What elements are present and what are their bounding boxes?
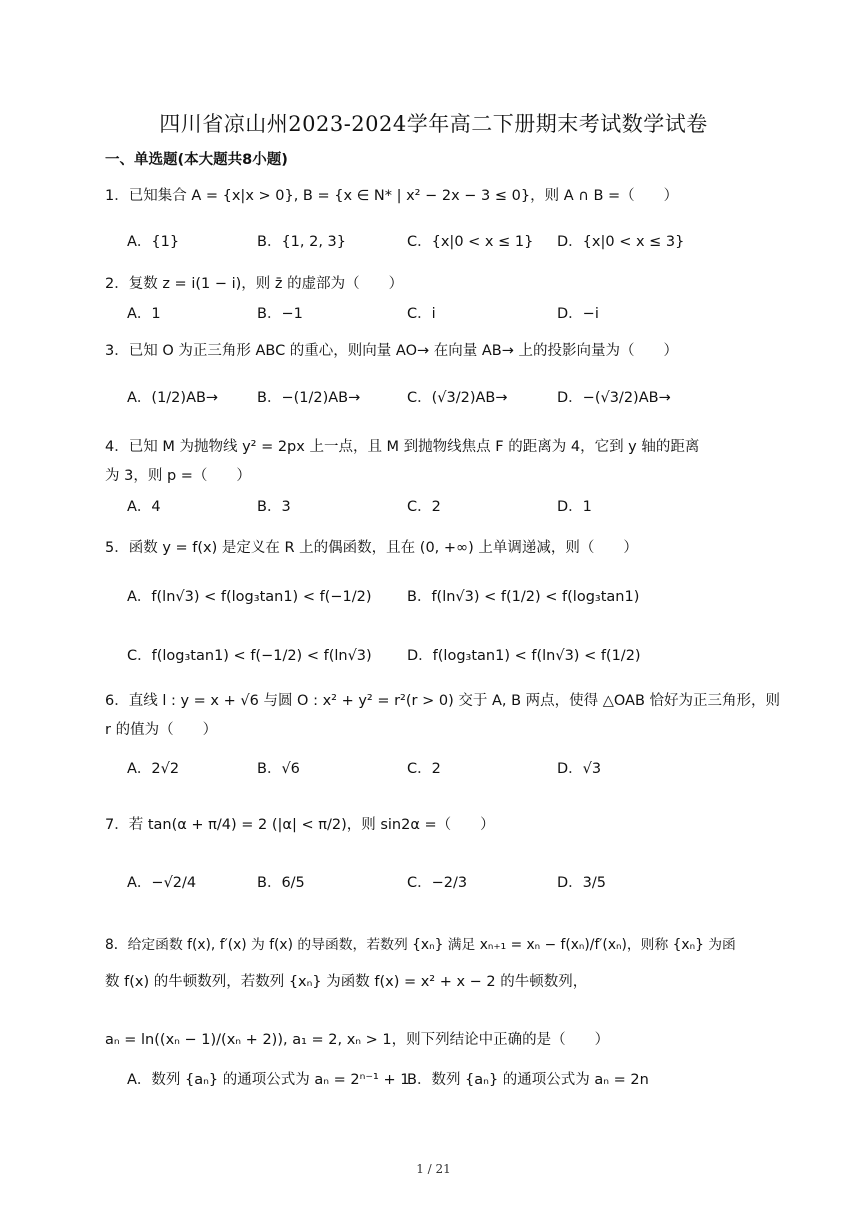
question-7-option-a: A．−√2/4 — [127, 875, 197, 891]
question-1-stem: 1．已知集合 A = {x|x > 0}, B = {x ∈ N* | x² − 2x − 3 ≤ 0}，则 A ∩ B =（ ） — [105, 188, 679, 204]
page-number: 1 / 21 — [416, 1162, 451, 1176]
question-8-option-a: A．数列 {aₙ} 的通项公式为 aₙ = 2ⁿ⁻¹ + 1 — [127, 1072, 410, 1088]
question-2-option-d: D．−i — [557, 306, 599, 322]
question-3-option-c: C．(√3/2)AB→ — [407, 390, 508, 406]
question-5-option-b: B．f(ln√3) < f(1/2) < f(log₃tan1) — [407, 589, 640, 605]
question-1-option-d: D．{x|0 < x ≤ 3} — [557, 234, 685, 250]
question-3-option-a: A．(1/2)AB→ — [127, 390, 219, 406]
question-4-option-b: B．3 — [257, 499, 291, 515]
question-4-option-c: C．2 — [407, 499, 441, 515]
question-7-option-d: D．3/5 — [557, 875, 607, 891]
question-7-option-b: B．6/5 — [257, 875, 305, 891]
question-3-stem: 3．已知 O 为正三角形 ABC 的重心，则向量 AO→ 在向量 AB→ 上的投影向量为（ ） — [105, 343, 678, 359]
question-1-option-c: C．{x|0 < x ≤ 1} — [407, 234, 534, 250]
exam-title: 四川省凉山州2023-2024学年高二下册期末考试数学试卷 — [159, 112, 708, 136]
question-2-option-c: C．i — [407, 306, 436, 322]
question-7-option-c: C．−2/3 — [407, 875, 468, 891]
question-6-stem-line-2: r 的值为（ ） — [105, 722, 218, 738]
question-6-stem-line-1: 6．直线 l : y = x + √6 与圆 O : x² + y² = r²(r > 0) 交于 A, B 两点，使得 △OAB 恰好为正三角形，则 — [105, 693, 781, 709]
question-4-option-d: D．1 — [557, 499, 592, 515]
question-1-option-b: B．{1, 2, 3} — [257, 234, 347, 250]
question-6-option-b: B．√6 — [257, 761, 300, 777]
question-6-option-a: A．2√2 — [127, 761, 180, 777]
question-2-stem: 2．复数 z = i(1 − i)，则 z̄ 的虚部为（ ） — [105, 276, 404, 292]
question-5-option-d: D．f(log₃tan1) < f(ln√3) < f(1/2) — [407, 648, 641, 664]
question-3-option-d: D．−(√3/2)AB→ — [557, 390, 671, 406]
question-8-stem-line-2: 数 f(x) 的牛顿数列，若数列 {xₙ} 为函数 f(x) = x² + x − 2 的牛顿数列， — [105, 974, 588, 990]
question-7-stem: 7．若 tan(α + π/4) = 2 (|α| < π/2)，则 sin2α =（ ） — [105, 817, 495, 833]
question-2-option-b: B．−1 — [257, 306, 303, 322]
question-1-option-a: A．{1} — [127, 234, 180, 250]
question-6-option-c: C．2 — [407, 761, 441, 777]
question-2-option-a: A．1 — [127, 306, 161, 322]
question-5-stem: 5．函数 y = f(x) 是定义在 R 上的偶函数，且在 (0, +∞) 上单调递减，则（ ） — [105, 540, 638, 556]
question-4-option-a: A．4 — [127, 499, 161, 515]
question-8-option-b: B．数列 {aₙ} 的通项公式为 aₙ = 2n — [407, 1072, 649, 1088]
section-heading: 一、单选题(本大题共8小题) — [105, 152, 288, 168]
question-6-option-d: D．√3 — [557, 761, 602, 777]
question-5-option-a: A．f(ln√3) < f(log₃tan1) < f(−1/2) — [127, 589, 372, 605]
question-3-option-b: B．−(1/2)AB→ — [257, 390, 361, 406]
question-4-stem-line-2: 为 3，则 p =（ ） — [105, 468, 251, 484]
question-5-option-c: C．f(log₃tan1) < f(−1/2) < f(ln√3) — [127, 648, 372, 664]
question-8-stem-line-1: 8．给定函数 f(x), f′(x) 为 f(x) 的导函数，若数列 {xₙ} 满足 xₙ₊₁ = xₙ − f(xₙ)/f′(xₙ)，则称 {xₙ} 为函 — [105, 937, 736, 953]
question-8-stem-line-3: aₙ = ln((xₙ − 1)/(xₙ + 2)), a₁ = 2, xₙ > 1，则下列结论中正确的是（ ） — [105, 1032, 610, 1048]
question-4-stem-line-1: 4．已知 M 为抛物线 y² = 2px 上一点，且 M 到抛物线焦点 F 的距离为 4，它到 y 轴的距离 — [105, 439, 700, 455]
